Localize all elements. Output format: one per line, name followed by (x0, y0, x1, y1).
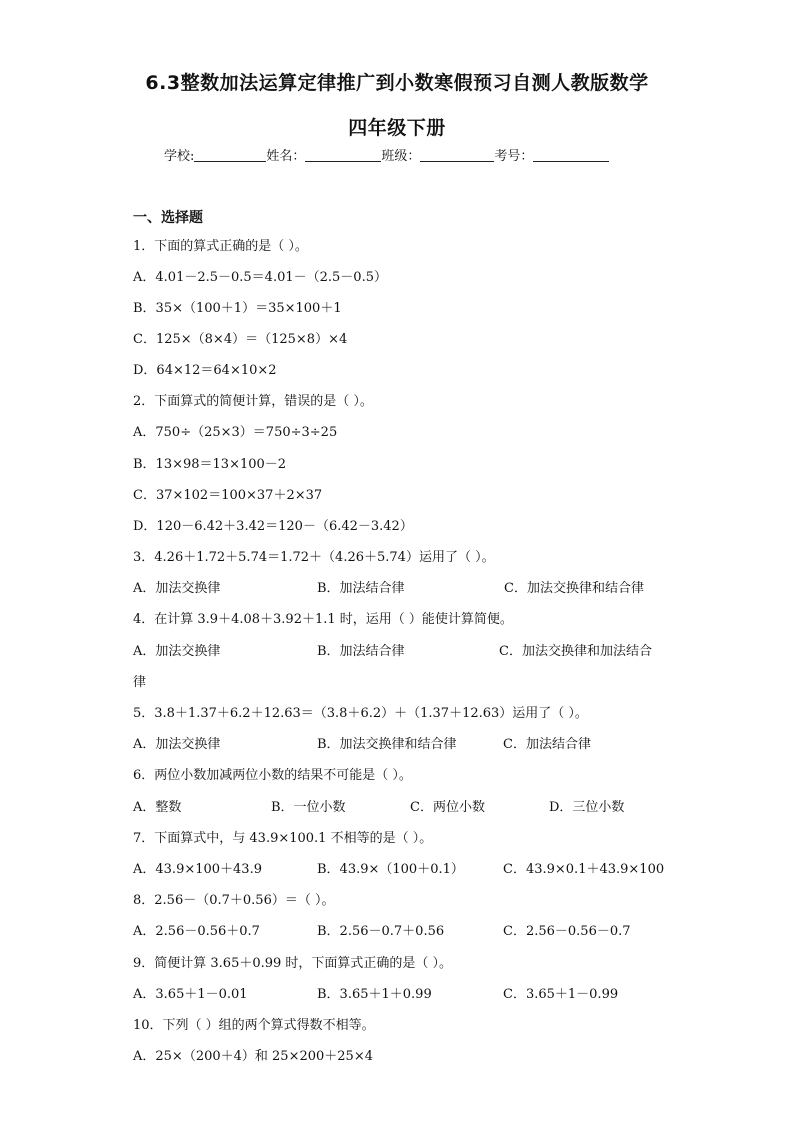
question-3-option-b: B．加法结合律 (317, 581, 405, 596)
question-1-option-a: A．4.01－2.5－0.5＝4.01－（2.5－0.5） (133, 270, 387, 285)
question-8-stem: 8．2.56－（0.7＋0.56）＝（ ）。 (133, 893, 335, 908)
question-4-option-c-wrap: 律 (133, 675, 147, 690)
name-blank[interactable] (305, 148, 381, 162)
question-3-stem: 3．4.26＋1.72＋5.74＝1.72＋（4.26＋5.74）运用了（ ）。 (133, 550, 495, 565)
question-6-stem: 6．两位小数加减两位小数的结果不可能是（ ）。 (133, 768, 412, 783)
question-1-option-d: D．64×12＝64×10×2 (133, 363, 277, 378)
question-5-option-a: A．加法交换律 (133, 737, 221, 752)
question-6-option-c: C．两位小数 (410, 800, 485, 815)
question-10-option-a: A．25×（200＋4）和 25×200＋25×4 (133, 1049, 373, 1064)
question-5-option-b: B．加法交换律和结合律 (317, 737, 457, 752)
question-4-stem: 4．在计算 3.9＋4.08＋3.92＋1.1 时，运用（ ）能使计算简便。 (133, 612, 513, 627)
school-label: 学校: (164, 149, 195, 164)
exam-no-blank[interactable] (533, 148, 609, 162)
question-3-option-a: A．加法交换律 (133, 581, 221, 596)
section-title: 一、选择题 (133, 210, 203, 226)
question-3-option-c: C．加法交换律和结合律 (504, 581, 644, 596)
question-2-option-d: D．120－6.42＋3.42＝120－（6.42－3.42） (133, 519, 413, 534)
class-blank[interactable] (420, 148, 494, 162)
question-4-option-b: B．加法结合律 (317, 644, 405, 659)
question-7-stem: 7．下面算式中，与 43.9×100.1 不相等的是（ ）。 (133, 831, 433, 846)
question-7-option-c: C．43.9×0.1＋43.9×100 (503, 862, 665, 877)
question-9-option-a: A．3.65＋1－0.01 (133, 987, 248, 1002)
question-1-option-b: B．35×（100＋1）＝35×100＋1 (133, 301, 342, 316)
school-blank[interactable] (194, 148, 266, 162)
question-7-option-a: A．43.9×100＋43.9 (133, 862, 262, 877)
question-6-option-d: D．三位小数 (549, 800, 625, 815)
question-5-stem: 5．3.8＋1.37＋6.2＋12.63＝（3.8＋6.2）＋（1.37＋12.63）运用了（ ）。 (133, 706, 588, 721)
name-label: 姓名： (266, 149, 306, 164)
question-10-stem: 10．下列（ ）组的两个算式得数不相等。 (133, 1018, 375, 1033)
student-info-row (164, 145, 609, 164)
question-7-option-b: B．43.9×（100＋0.1） (317, 862, 464, 877)
question-8-option-c: C．2.56－0.56－0.7 (503, 924, 631, 939)
question-2-option-a: A．750÷（25×3）＝750÷3÷25 (133, 425, 338, 440)
question-9-stem: 9．简便计算 3.65＋0.99 时，下面算式正确的是（ ）。 (133, 956, 453, 971)
class-label: 班级： (381, 149, 421, 164)
question-1-option-c: C．125×（8×4）＝（125×8）×4 (133, 332, 348, 347)
question-1-stem: 1．下面的算式正确的是（ ）。 (133, 239, 308, 254)
page-subtitle: 四年级下册 (348, 117, 446, 139)
question-4-option-a: A．加法交换律 (133, 644, 221, 659)
question-9-option-b: B．3.65＋1＋0.99 (317, 987, 432, 1002)
question-4-option-c: C．加法交换律和加法结合 (499, 644, 652, 659)
question-6-option-a: A．整数 (133, 800, 182, 815)
question-9-option-c: C．3.65＋1－0.99 (503, 987, 619, 1002)
question-2-stem: 2．下面算式的简便计算，错误的是（ ）。 (133, 394, 373, 409)
question-2-option-c: C．37×102＝100×37＋2×37 (133, 488, 323, 503)
page-title: 6.3整数加法运算定律推广到小数寒假预习自测人教版数学 (145, 72, 649, 94)
question-8-option-a: A．2.56－0.56＋0.7 (133, 924, 260, 939)
question-5-option-c: C．加法结合律 (503, 737, 591, 752)
exam-no-label: 考号： (494, 149, 534, 164)
question-6-option-b: B．一位小数 (271, 800, 346, 815)
question-8-option-b: B．2.56－0.7＋0.56 (317, 924, 445, 939)
question-2-option-b: B．13×98＝13×100－2 (133, 457, 287, 472)
